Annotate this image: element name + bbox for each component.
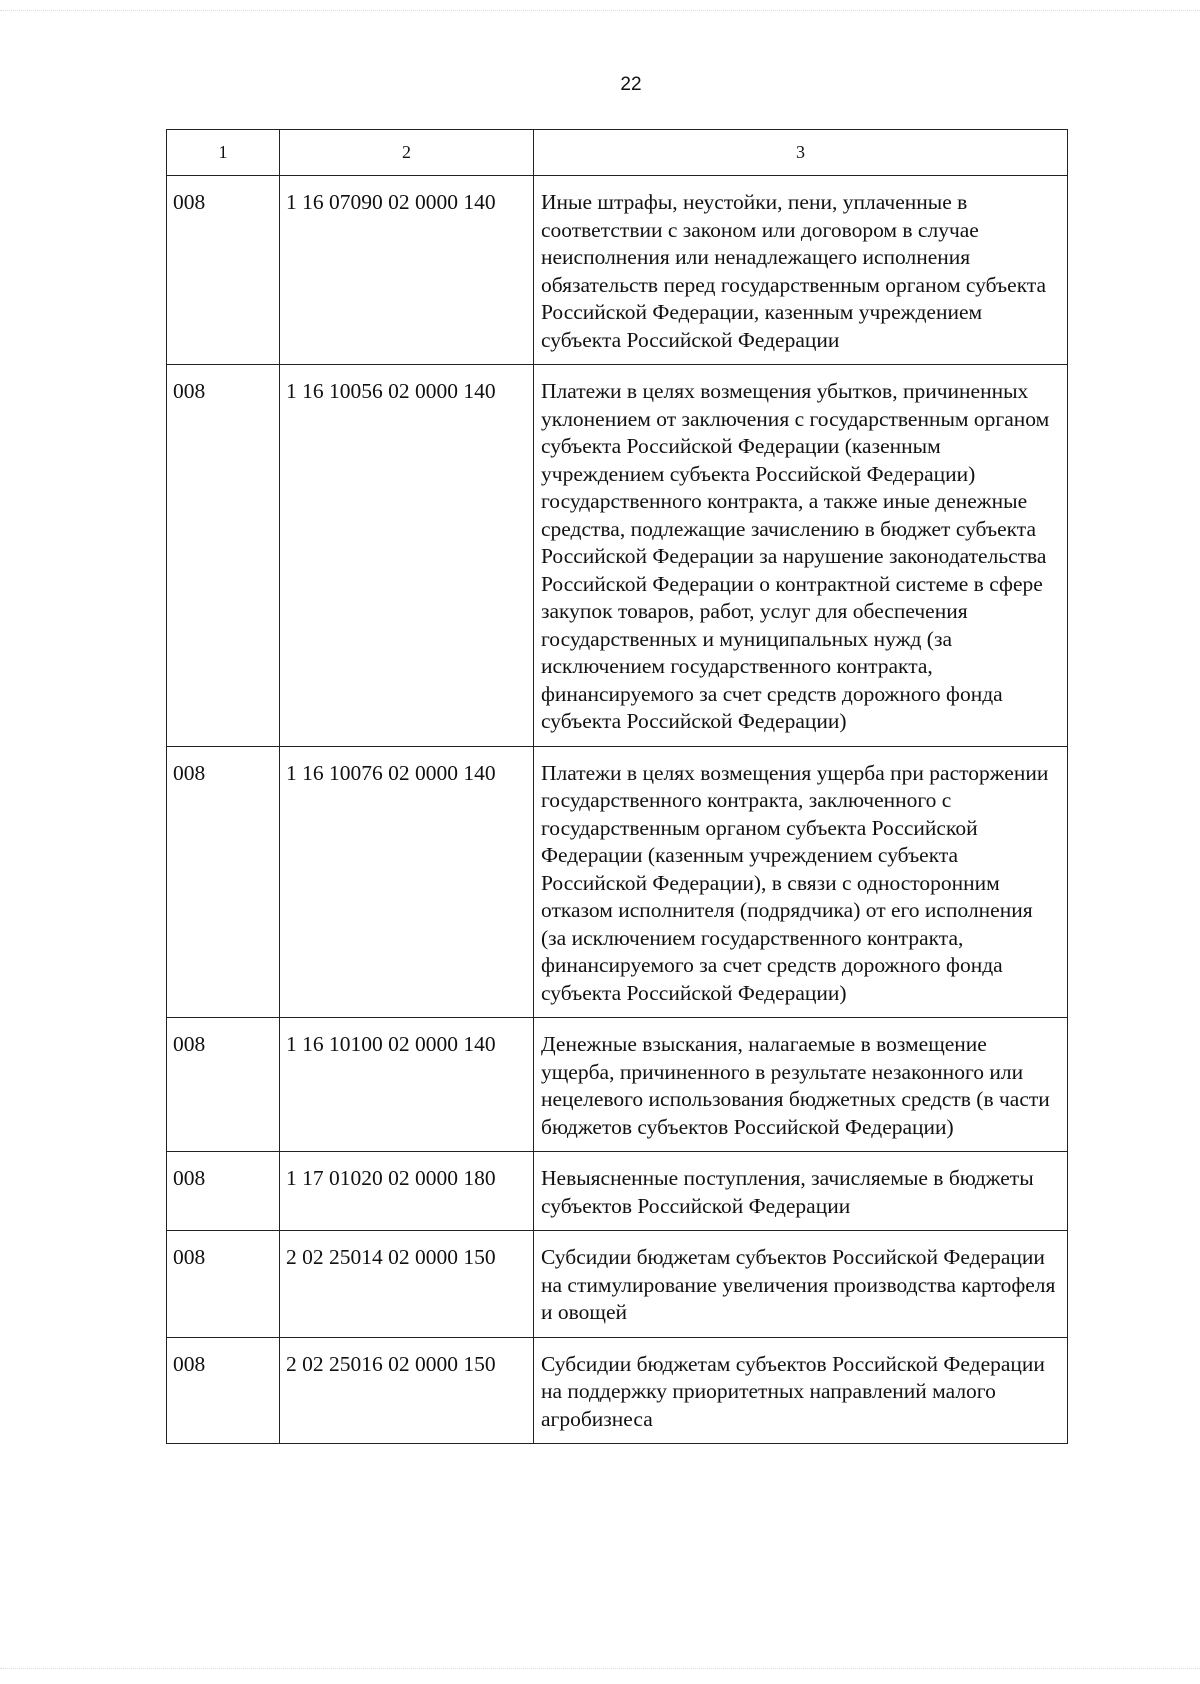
table-row — [167, 1152, 1068, 1231]
scan-artifact-bottom — [0, 1668, 1200, 1675]
kbk-code-cell: 1 16 07090 02 0000 140 — [280, 176, 534, 365]
kbk-code-cell: 2 02 25016 02 0000 150 — [280, 1337, 534, 1444]
description-cell: Невыясненные поступления, зачисляемые в бюджеты субъектов Российской Федерации — [534, 1152, 1068, 1231]
kbk-code-cell: 1 16 10076 02 0000 140 — [280, 746, 534, 1018]
column-header-admin-code: 1 — [167, 130, 280, 176]
kbk-code-cell: 2 02 25014 02 0000 150 — [280, 1231, 534, 1338]
description-cell: Субсидии бюджетам субъектов Российской Федерации на стимулирование увеличения производства картофеля и овощей — [534, 1231, 1068, 1338]
admin-code-cell: 008 — [167, 1337, 280, 1444]
admin-code-cell: 008 — [167, 1018, 280, 1152]
table-row — [167, 176, 1068, 365]
kbk-code-cell: 1 16 10100 02 0000 140 — [280, 1018, 534, 1152]
description-cell: Денежные взыскания, налагаемые в возмещение ущерба, причиненного в результате незаконного или нецелевого использования бюджетных средств (в части бюджетов субъектов Российской Федерации) — [534, 1018, 1068, 1152]
kbk-code-cell: 1 17 01020 02 0000 180 — [280, 1152, 534, 1231]
budget-code-table — [166, 129, 1068, 1444]
table-row — [167, 365, 1068, 747]
table-row — [167, 1337, 1068, 1444]
table-row — [167, 1018, 1068, 1152]
description-cell: Платежи в целях возмещения ущерба при расторжении государственного контракта, заключенного с государственным органом субъекта Российской Федерации (казенным учреждением субъекта Российской Федерации), в связи с односторонним отказом исполнителя (подрядчика) от его исполнения (за исключением государственного контракта, финансируемого за счет средств дорожного фонда субъекта Российской Федерации) — [534, 746, 1068, 1018]
admin-code-cell: 008 — [167, 365, 280, 747]
scan-artifact-top — [0, 10, 1200, 17]
column-header-description: 3 — [534, 130, 1068, 176]
admin-code-cell: 008 — [167, 746, 280, 1018]
description-cell: Платежи в целях возмещения убытков, причиненных уклонением от заключения с государственным органом субъекта Российской Федерации (казенным учреждением субъекта Российской Федерации) государственного контракта, а также иные денежные средства, подлежащие зачислению в бюджет субъекта Российской Федерации за нарушение законодательства Российской Федерации о контрактной системе в сфере закупок товаров, работ, услуг для обеспечения государственных и муниципальных нужд (за исключением государственного контракта, финансируемого за счет средств дорожного фонда субъекта Российской Федерации) — [534, 365, 1068, 747]
table-row — [167, 746, 1068, 1018]
admin-code-cell: 008 — [167, 1231, 280, 1338]
page-number: 22 — [620, 74, 642, 95]
table-header-row — [167, 130, 1068, 176]
admin-code-cell: 008 — [167, 1152, 280, 1231]
description-cell: Иные штрафы, неустойки, пени, уплаченные в соответствии с законом или договором в случае неисполнения или ненадлежащего исполнения обязательств перед государственным органом субъекта Российской Федерации, казенным учреждением субъекта Российской Федерации — [534, 176, 1068, 365]
admin-code-cell: 008 — [167, 176, 280, 365]
table-row — [167, 1231, 1068, 1338]
column-header-kbk: 2 — [280, 130, 534, 176]
description-cell: Субсидии бюджетам субъектов Российской Федерации на поддержку приоритетных направлений малого агробизнеса — [534, 1337, 1068, 1444]
kbk-code-cell: 1 16 10056 02 0000 140 — [280, 365, 534, 747]
